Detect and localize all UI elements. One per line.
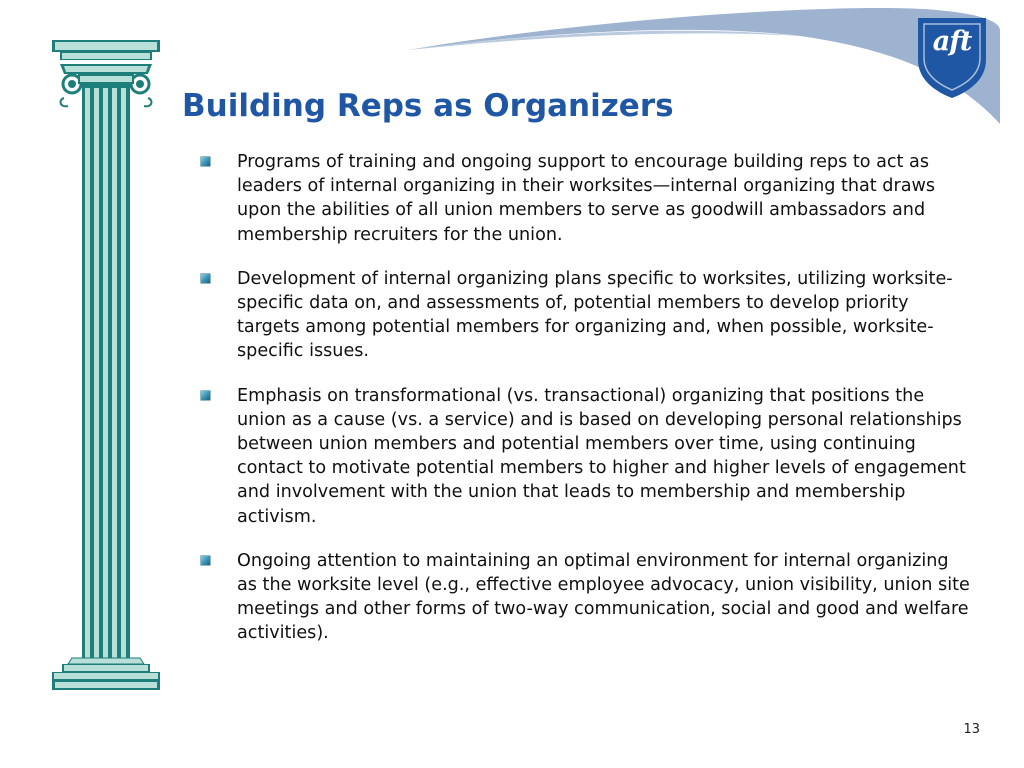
square-bullet-icon bbox=[201, 157, 210, 166]
page-number: 13 bbox=[963, 722, 980, 737]
bullet-list bbox=[200, 150, 970, 666]
square-bullet-icon bbox=[201, 274, 210, 283]
square-bullet-icon bbox=[201, 391, 210, 400]
bullet-item bbox=[200, 384, 970, 529]
square-bullet-icon bbox=[201, 556, 210, 565]
slide-title: Building Reps as Organizers bbox=[182, 88, 674, 124]
bullet-item bbox=[200, 549, 970, 646]
greek-column-decoration bbox=[48, 40, 164, 692]
logo-text: aft bbox=[932, 26, 972, 57]
bullet-text: Programs of training and ongoing support to encourage building reps to act as leaders of internal organizing in their worksites—internal organizing that draws upon the abilities of all union members to serve as goodwill ambassadors and membership recruiters for the union. bbox=[237, 152, 936, 245]
bullet-item bbox=[200, 150, 970, 247]
bullet-item bbox=[200, 267, 970, 364]
bullet-text: Ongoing attention to maintaining an optimal environment for internal organizing as the worksite level (e.g., effective employee advocacy, union visibility, union site meetings and other forms of two-way communication, social and good and welfare activities). bbox=[237, 550, 970, 644]
bullet-text: Development of internal organizing plans specific to worksites, utilizing worksite-specific data on, and assessments of, potential members to develop priority targets among potential members for organizing and, when possible, worksite-specific issues. bbox=[237, 268, 953, 362]
bullet-text: Emphasis on transformational (vs. transactional) organizing that positions the union as a cause (vs. a service) and is based on developing personal relationships between union members and potential members over time, using continuing contact to motivate potential members to higher and higher levels of engagement and involvement with the union that leads to membership and membership activism. bbox=[237, 385, 966, 527]
